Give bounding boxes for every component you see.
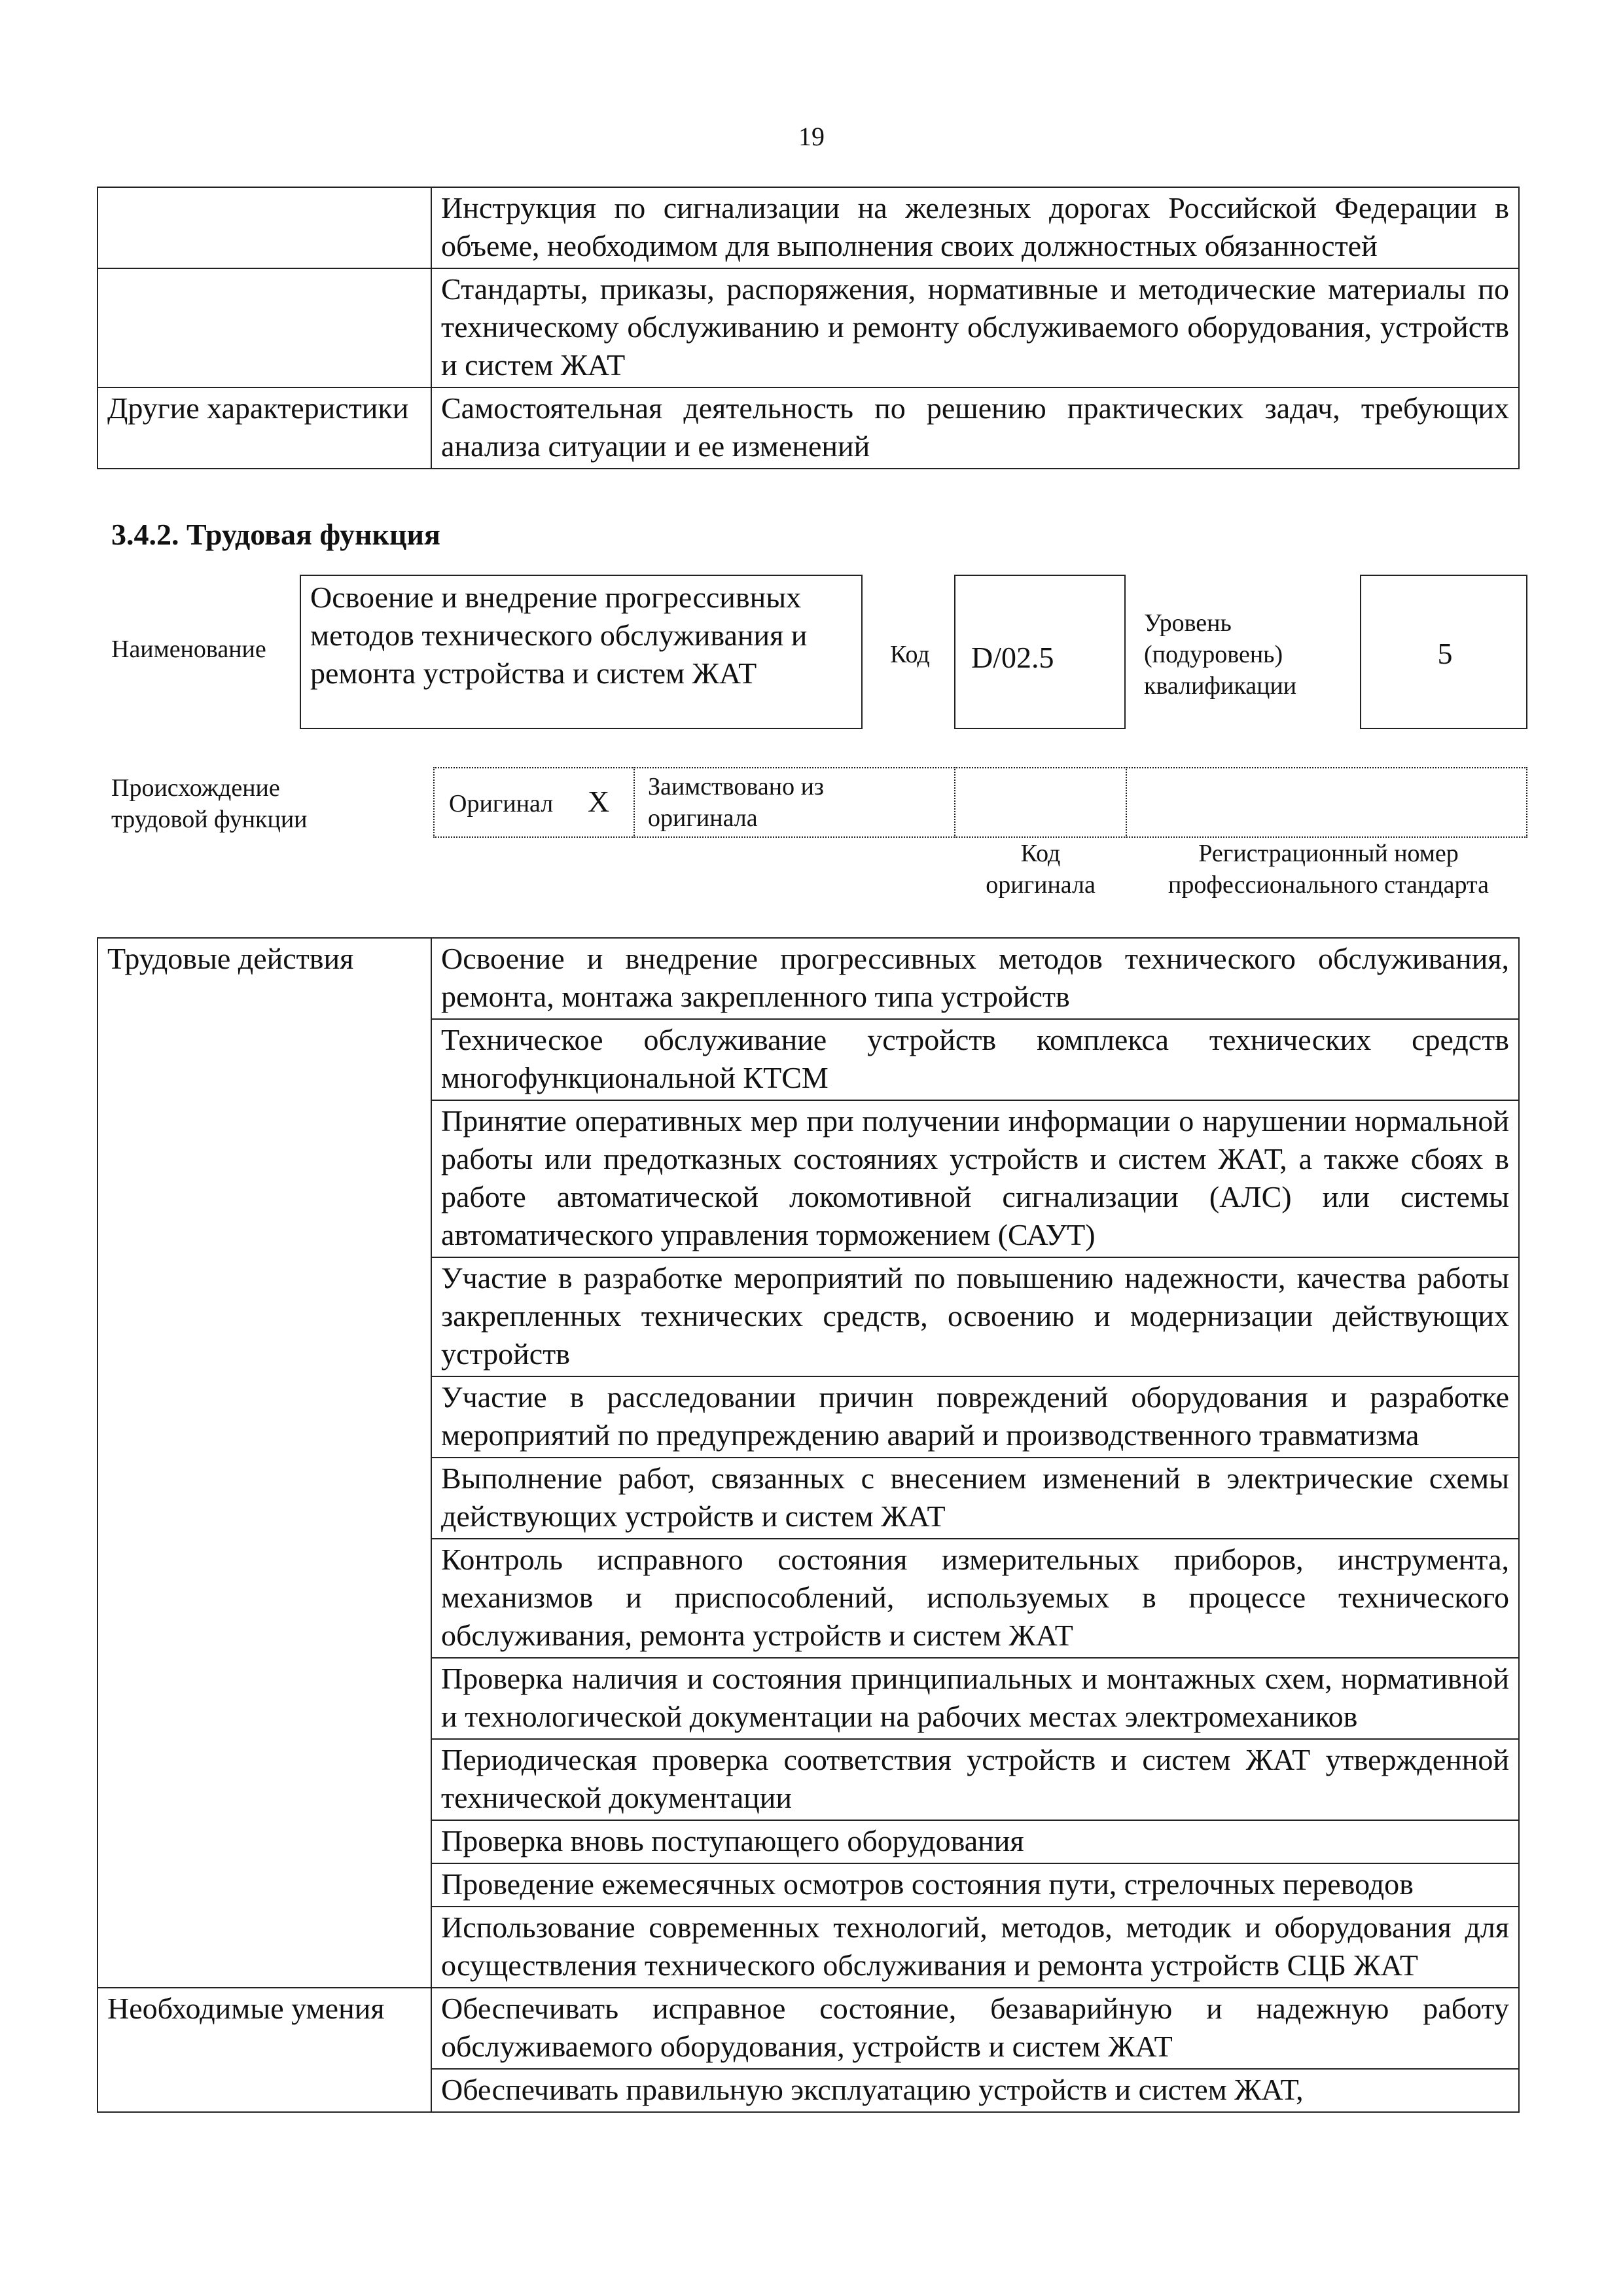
action-item: Обеспечивать правильную эксплуатацию устройств и систем ЖАТ, [431, 2069, 1519, 2112]
table-row [98, 268, 1519, 387]
origin-label: Происхождение трудовой функции [111, 774, 308, 833]
group-label: Трудовые действия [98, 938, 431, 1988]
name-label: Наименование [111, 636, 266, 663]
row-label [98, 268, 431, 387]
action-item: Принятие оперативных мер при получении информации о нарушении нормальной работы или предотказных состояниях устройств и систем ЖАТ, а также сбоях в работе автоматической локомотивной сигнализации (АЛС) или системы автоматического управления торможением (САУТ) [431, 1100, 1519, 1257]
action-item: Контроль исправного состояния измерительных приборов, инструмента, механизмов и приспособлений, используемых в процессе технического обслуживания, ремонта устройств и систем ЖАТ [431, 1539, 1519, 1658]
row-text: Инструкция по сигнализации на железных дорогах Российской Федерации в объеме, необходимом для выполнения своих должностных обязанностей [431, 187, 1519, 268]
code-box [954, 575, 1126, 729]
action-item: Проверка вновь поступающего оборудования [431, 1820, 1519, 1863]
table-row [98, 387, 1519, 469]
action-item: Выполнение работ, связанных с внесением изменений в электрические схемы действующих устройств и систем ЖАТ [431, 1458, 1519, 1539]
row-label: Другие характеристики [98, 387, 431, 469]
row-text: Самостоятельная деятельность по решению практических задач, требующих анализа ситуации и ее изменений [431, 387, 1519, 469]
reg-number-caption: Регистрационный номер профессионального стандарта [1168, 840, 1489, 899]
original-label: Оригинал [449, 790, 554, 817]
page-number: 19 [798, 122, 825, 151]
borrowed-label: Заимствовано из оригинала [648, 773, 824, 832]
level-value: 5 [1437, 637, 1453, 670]
code-value: D/02.5 [971, 641, 1054, 674]
group-label: Необходимые умения [98, 1988, 431, 2112]
level-box [1360, 575, 1527, 729]
table-row [98, 938, 1519, 1019]
top-table [97, 187, 1520, 469]
action-item: Участие в расследовании причин повреждений оборудования и разработке мероприятий по предупреждению аварий и производственного травматизма [431, 1376, 1519, 1458]
function-name: Освоение и внедрение прогрессивных методов технического обслуживания и ремонта устройства и систем ЖАТ [310, 581, 808, 690]
row-label [98, 187, 431, 268]
row-text: Стандарты, приказы, распоряжения, нормативные и методические материалы по техническому обслуживанию и ремонту обслуживаемого оборудования, устройств и систем ЖАТ [431, 268, 1519, 387]
function-name-box [300, 575, 863, 729]
actions-table [97, 937, 1520, 2113]
code-label: Код [890, 641, 930, 668]
section-title: 3.4.2. Трудовая функция [111, 518, 440, 551]
table-row [98, 1988, 1519, 2069]
table-row [98, 187, 1519, 268]
action-item: Обеспечивать исправное состояние, безаварийную и надежную работу обслуживаемого оборудования, устройств и систем ЖАТ [431, 1988, 1519, 2069]
original-mark: X [588, 785, 610, 818]
action-item: Использование современных технологий, методов, методик и оборудования для осуществления технического обслуживания и ремонта устройств СЦБ ЖАТ [431, 1907, 1519, 1988]
action-item: Техническое обслуживание устройств комплекса технических средств многофункциональной КТСМ [431, 1019, 1519, 1100]
action-item: Проверка наличия и состояния принципиальных и монтажных схем, нормативной и технологической документации на рабочих местах электромехаников [431, 1658, 1519, 1739]
action-item: Освоение и внедрение прогрессивных методов технического обслуживания, ремонта, монтажа закрепленного типа устройств [431, 938, 1519, 1019]
action-item: Участие в разработке мероприятий по повышению надежности, качества работы закрепленных технических средств, освоению и модернизации действующих устройств [431, 1257, 1519, 1376]
action-item: Периодическая проверка соответствия устройств и систем ЖАТ утвержденной технической документации [431, 1739, 1519, 1820]
origin-divider [1126, 767, 1127, 838]
origin-divider [633, 767, 635, 838]
level-label: Уровень (подуровень) квалификации [1144, 609, 1297, 700]
action-item: Проведение ежемесячных осмотров состояния пути, стрелочных переводов [431, 1863, 1519, 1907]
origin-divider [954, 767, 955, 838]
code-original-caption: Код оригинала [986, 840, 1096, 899]
